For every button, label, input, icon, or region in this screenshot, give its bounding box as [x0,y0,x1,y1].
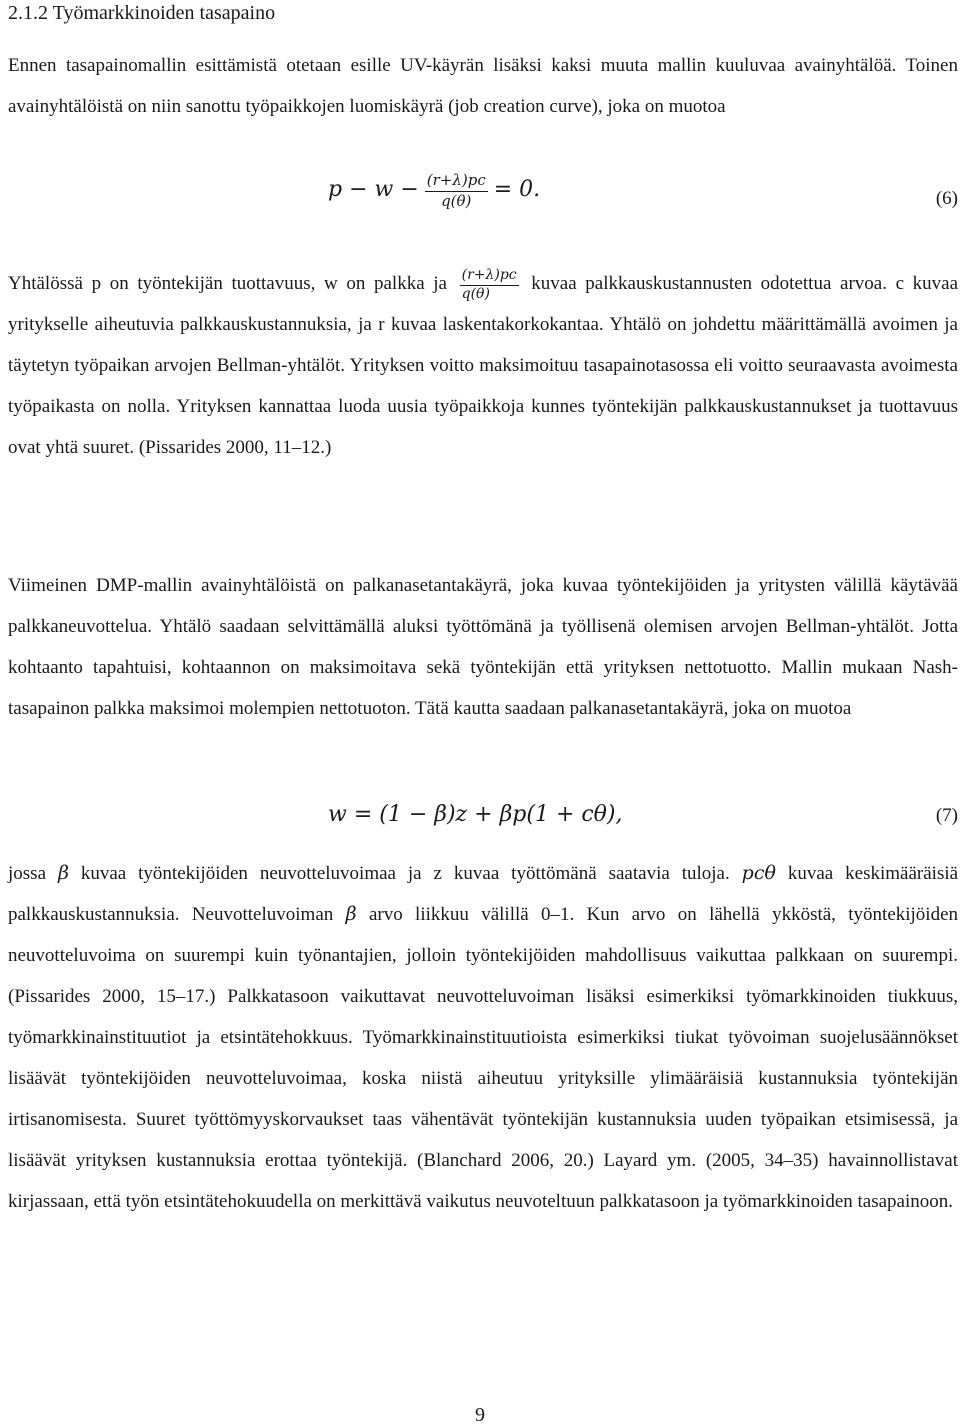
paragraph-bargaining-t1: jossa [8,863,46,884]
paragraph-bargaining-t4: arvo liikkuu välillä 0–1. Kun arvo on lähellä ykköstä, työntekijöiden neuvotteluvoima on suurempi kuin työnantajien, jolloin työntekijöiden mahdollisuus vaikuttaa palkkaan on suurempi. (Pissarides 2000, 15–17.) Palkkatasoon vaikuttavat neuvotteluvoiman lisäksi esimerkiksi työmarkkinoiden tiukkuus, työmarkkinainstituutiot ja etsintätehokkuus. Työmarkkinainstituutioista esimerkiksi tiukat työvoiman suojelusäännökset lisäävät työntekijöiden neuvotteluvoimaa, koska niistä aiheutuu yrityksille ylimääräisiä kustannuksia työntekijän irtisanomisesta. Suuret työttömyyskorvaukset taas vähentävät työntekijän kustannuksia uuden työpaikan etsimisessä, ja lisäävät yrityksen kustannuksia erottaa työntekijä. (Blanchard 2006, 20.) Layard ym. (2005, 34–35) havainnollistavat kirjassaan, että työn etsintätehokuudella on merkittävä vaikutus neuvoteltuun palkkatasoon ja työmarkkinoiden tasapainoon. [8,904,959,1212]
equation-7-number: (7) [935,805,958,826]
paragraph-job-creation-text-b: kuvaa palkkauskustannusten odotettua arvoa. c kuvaa yritykselle aiheutuvia palkkauskustannuksia, ja r kuvaa laskentakorkokantaa. Yhtälö on johdettu määrittämällä avoimen ja täytetyn työpaikan arvojen Bellman-yhtälöt. Yrityksen voitto maksimoituu tasapainotasossa eli voitto seuraavasta avoimesta työpaikasta on nolla. Yrityksen kannattaa luoda uusia työpaikkoja kunnes työntekijän palkkauskustannukset ja tuottavuus ovat yhtä suuret. (Pissarides 2000, 11–12.) [8,273,959,458]
paragraph-bargaining-t2: kuvaa työntekijöiden neuvotteluvoimaa ja z kuvaa työttömänä saatavia tuloja. [80,863,730,884]
inline-fraction [460,268,519,302]
paragraph-job-creation [8,263,958,468]
equation-6-lhs: p − w − [328,177,419,203]
paragraph-bargaining [8,853,958,1222]
symbol-beta-2: β [345,903,357,925]
paragraph-bargaining-t3: kuvaa keskimääräisiä palkkauskustannuksia. Neuvotteluvoiman [8,863,959,925]
paragraph-intro [8,45,958,127]
equation-6 [0,172,960,232]
section-heading: 2.1.2 Työmarkkinoiden tasapaino [8,2,276,24]
equation-6-number: (6) [935,188,958,209]
paragraph-intro-text: Ennen tasapainomallin esittämistä otetaan esille UV-käyrän lisäksi kaksi muuta mallin kuuluvaa avainyhtälöä. Toinen avainyhtälöistä on niin sanottu työpaikkojen luomiskäyrä (job creation curve), joka on muotoa [8,55,958,117]
inline-fraction-denominator: q(θ) [461,285,490,302]
equation-7-formula: w = (1 − β)z + βp(1 + cθ), [328,802,623,827]
equation-6-body [328,172,540,210]
equation-7 [0,800,960,860]
symbol-pctheta: pcθ [741,862,776,884]
equation-6-fraction [425,172,488,210]
equation-6-numerator: (r+λ)pc [426,171,486,189]
paragraph-wage-setting: Viimeinen DMP-mallin avainyhtälöistä on palkanasetantakäyrä, joka kuvaa työntekijöiden ja yritysten välillä käytävää palkkaneuvottelua. Yhtälö saadaan selvittämällä aluksi työttömänä ja työllisenä olemisen arvojen Bellman-yhtälöt. Jotta kohtaanto tapahtuisi, kohtaannon on maksimoitava sekä työntekijän että yrityksen nettotuotto. Mallin mukaan Nash-tasapainon palkka maksimoi molempien nettotuoton. Tätä kautta saadaan palkanasetantakäyrä, joka on muotoa [8,575,958,719]
equation-6-denominator: q(θ) [441,192,472,210]
paragraph-job-creation-text-a: Yhtälössä p on työntekijän tuottavuus, w on palkka ja [8,273,447,294]
page-number: 9 [475,1404,485,1426]
inline-fraction-numerator: (r+λ)pc [461,266,517,283]
equation-6-rhs: = 0. [493,177,541,203]
symbol-beta: β [57,862,69,884]
